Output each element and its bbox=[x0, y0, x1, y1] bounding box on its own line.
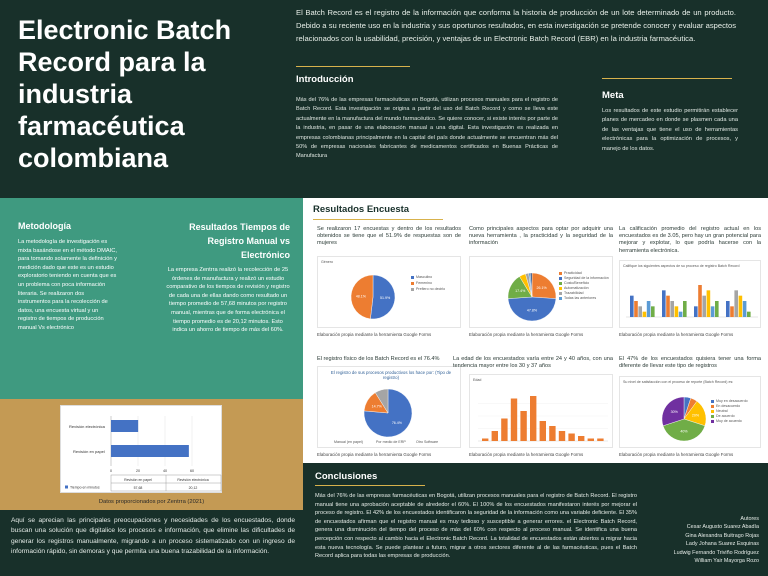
rating-bar bbox=[734, 290, 738, 317]
legend-swatch bbox=[559, 287, 562, 290]
chart-1-legend-0: Practicidad bbox=[564, 271, 582, 275]
pie-label: 76.4% bbox=[391, 420, 403, 425]
legend-swatch bbox=[711, 420, 714, 423]
survey-caption-1: Elaboración propia mediante la herramienta Google Forms bbox=[469, 332, 584, 337]
survey-chart-4 bbox=[469, 374, 613, 448]
rating-bar bbox=[702, 296, 706, 317]
legend-swatch bbox=[711, 410, 714, 413]
resultados-tiempos-heading: Resultados Tiempos de Registro Manual vs Electrónico bbox=[189, 222, 290, 260]
bar-tick-3: 60 bbox=[190, 469, 194, 473]
chart-3-legend-0: Manual (en papel) bbox=[334, 440, 363, 444]
bar-ratings bbox=[620, 261, 762, 329]
pie-label: 14.7% bbox=[371, 404, 382, 409]
rating-bar bbox=[683, 301, 687, 317]
time-bar-chart-svg bbox=[61, 406, 223, 494]
rating-bar bbox=[647, 301, 651, 317]
chart-5-legend-4: Muy de acuerdo bbox=[716, 419, 742, 423]
survey-results-panel bbox=[303, 198, 768, 463]
time-bar bbox=[111, 445, 189, 457]
table-legend-swatch bbox=[65, 486, 68, 489]
legend-swatch bbox=[711, 400, 714, 403]
table-value-1: 20,12 bbox=[188, 486, 198, 490]
pie-label: 51.9% bbox=[379, 295, 391, 300]
age-bar bbox=[578, 436, 584, 441]
rating-bar bbox=[711, 306, 715, 317]
chart-3-legend-2: Otro Software bbox=[416, 440, 439, 444]
encuesta-heading: Resultados Encuesta bbox=[313, 204, 410, 215]
survey-chart-0 bbox=[317, 256, 461, 328]
chart-3-legend-1: Por medio de ERP bbox=[376, 440, 406, 444]
pie-label: 40% bbox=[680, 429, 688, 434]
legend-swatch bbox=[559, 297, 562, 300]
rating-bar bbox=[694, 306, 698, 317]
age-bar bbox=[568, 434, 574, 442]
chart-5-legend-2: Neutral bbox=[716, 409, 728, 413]
chart-1-legend-1: Seguridad de la información bbox=[564, 276, 609, 280]
authors-heading: Autores bbox=[740, 516, 759, 522]
time-bar bbox=[111, 420, 138, 432]
survey-text-0: Se realizaron 17 encuestas y dentro de los resultados obtenidos se tiene que el 51.9% de respuestas son de mujeres bbox=[317, 226, 461, 247]
chart-0-title: Género bbox=[321, 260, 333, 264]
survey-text-1: Como principales aspectos para optar por adquirir una nueva herramienta , la practicidad y la seguridad de la información bbox=[469, 226, 613, 247]
chart-1-legend-2: Costo/Beneficio bbox=[564, 281, 590, 285]
chart-2-title: Califique los siguientes aspectos de su proceso de registro Batch Record bbox=[623, 264, 740, 268]
conclusiones-heading: Conclusiones bbox=[315, 471, 378, 482]
legend-swatch bbox=[559, 272, 562, 275]
survey-text-2: La calificación promedio del registro actual en los encuestados es de 3.05, pero hay un gran potencial para mejorar y explotar, lo que podría hacerse con la herramienta electrónica. bbox=[619, 226, 761, 254]
chart-5-legend-3: De acuerdo bbox=[716, 414, 735, 418]
legend-swatch bbox=[711, 415, 714, 418]
needs-text: Aquí se aprecian las principales preocupaciones y necesidades de los encuestados, donde buscan una solución que digitalice los procesos e información, que elimine las dificultades de generar los registros manualmente, migrando a un proceso sistematizado con un ingreso de información rápido, sin demoras y que permita una buena trazabilidad de la información. bbox=[11, 517, 295, 556]
author-name: William Yair Mayorga Rozo bbox=[694, 558, 759, 565]
bar-chart-caption: Datos proporcionados por Zentrra (2021) bbox=[98, 499, 205, 505]
age-bar bbox=[559, 431, 565, 441]
chart-1-legend-5: Todas las anteriores bbox=[564, 296, 597, 300]
rating-bar bbox=[698, 285, 702, 317]
header-band bbox=[0, 0, 768, 198]
survey-chart-5 bbox=[619, 376, 761, 448]
rating-bar bbox=[634, 301, 638, 317]
bar-tick-1: 20 bbox=[136, 469, 140, 473]
pie-label: 17.4% bbox=[515, 289, 526, 294]
survey-chart-1 bbox=[469, 256, 613, 328]
rating-bar bbox=[679, 312, 683, 317]
pie-label: 26.1% bbox=[536, 286, 547, 291]
pie-gender bbox=[318, 257, 462, 329]
chart-3-title: El registro de sus procesos productivos los hace por: (Tipo de registro) bbox=[330, 370, 452, 380]
table-header-0: Revisión en papel bbox=[124, 478, 152, 482]
legend-swatch bbox=[411, 282, 414, 285]
pie-register-type bbox=[318, 367, 462, 449]
rating-bar bbox=[730, 306, 734, 317]
survey-caption-5: Elaboración propia mediante la herramienta Google Forms bbox=[619, 452, 734, 457]
table-header-1: Revisión electrónica bbox=[177, 478, 209, 482]
poster-title: Electronic Batch Record para la industria farmacéutica colombiana bbox=[18, 15, 232, 173]
survey-caption-4: Elaboración propia mediante la herramienta Google Forms bbox=[469, 452, 584, 457]
legend-swatch bbox=[711, 405, 714, 408]
needs-panel bbox=[0, 510, 303, 576]
chart-4-title: Edad bbox=[473, 378, 482, 382]
rating-bar bbox=[675, 306, 679, 317]
meta-body: Los resultados de este estudio permitirán establecer planes de mercadeo en donde se plasmen cada una de las ventajas que tiene el uso de herramientas electrónicas para la optimización de procesos, y manejo de los datos. bbox=[602, 108, 738, 152]
time-bar-chart bbox=[60, 405, 222, 493]
age-bar bbox=[501, 419, 507, 442]
rating-bar bbox=[630, 296, 634, 317]
author-name: Ludwig Fernando Triviño Rodríguez bbox=[673, 549, 759, 556]
rating-bar bbox=[662, 290, 666, 317]
age-bar bbox=[540, 421, 546, 441]
survey-caption-3: Elaboración propia mediante la herramienta Google Forms bbox=[317, 452, 432, 457]
pie-label: 20% bbox=[691, 413, 700, 418]
author-name: Gina Alexandra Buitrago Rojas bbox=[685, 532, 759, 539]
bar-row-label-1: Revisión en papel bbox=[73, 449, 105, 454]
chart-1-legend-3: Automatización bbox=[564, 286, 589, 290]
rating-bar bbox=[666, 296, 670, 317]
age-bar bbox=[549, 426, 555, 441]
bar-ages bbox=[470, 375, 614, 449]
chart-5-title: Su nivel de satisfacción con el proceso de reporte (Batch Record) es: bbox=[623, 380, 734, 384]
chart-0-legend-1: Femenino bbox=[416, 281, 432, 285]
legend-swatch bbox=[411, 288, 414, 291]
age-bar bbox=[588, 439, 594, 442]
rating-bar bbox=[739, 296, 743, 317]
pie-aspects bbox=[470, 257, 614, 329]
age-bar bbox=[520, 411, 526, 441]
author-name: Lady Johana Suarez Esquinas bbox=[685, 541, 759, 548]
meta-rule bbox=[602, 78, 732, 79]
chart-5-legend-0: Muy en desacuerdo bbox=[716, 399, 748, 403]
survey-caption-0: Elaboración propia mediante la herramienta Google Forms bbox=[317, 332, 432, 337]
bar-tick-0: 0 bbox=[110, 469, 112, 473]
intro-rule bbox=[296, 66, 410, 67]
conclusiones-body: Más del 76% de las empresas farmacéuticas en Bogotá, utilizan procesos manuales para el registro de Batch Record. El registro manual tiene una aprobación aceptable de alrededor el 60%. El 100% de los encuestados manifestaron interés por mejorar el proceso de registro. El 42% de los encuestados identificaron la seguridad de la información como una variable deficiente. El 35% de encuestados afirman que el registro manual es muy tedioso y susceptible a generar errores. el Electronic Batch Record, genera una disminución del tiempo del proceso de más del 60% con respecto al proceso manual. Se identifica una buena percepción con respecto al cambio hacia el Electronic Batch Record. La totalidad de encuestados están abiertos a migrar hacia esta nueva tecnología. Se puede plantear a futuro, migrar a otros sectores diferente al de las farmacéuticas, pues el Batch Record aplica para todas las empresas de producción. bbox=[315, 493, 637, 560]
chart-1-legend-4: Trazabilidad bbox=[564, 291, 584, 295]
rating-bar bbox=[643, 312, 647, 317]
introduccion-body: Más del 76% de las empresas farmacéuticas en Bogotá, utilizan procesos manuales para el registro de Batch Record. Esta investigación se origina a partir del uso del Batch Record y como se lleva este actualmente en la manufactura del mundo farmacéutico. Se quiere conocer, si existe interés por parte de la industria, en pasar de una elaboración manual a una digital. Esta investigación es realizada en empresas colombianas principalmente en la capital del país donde actualmente se encuentran más del 50% de empresas nacionales fabricantes de medicamentos certificados en Buenas Prácticas de Manufactura bbox=[296, 97, 558, 160]
survey-text-5: El 47% de los encuestados quisiera tener una forma diferente de llevar este tipo de registros bbox=[619, 356, 761, 370]
age-bar bbox=[530, 396, 536, 441]
legend-swatch bbox=[559, 277, 562, 280]
chart-0-legend-2: Prefiero no decirlo bbox=[416, 287, 446, 291]
chart-0-legend-0: Masculino bbox=[416, 275, 433, 279]
legend-swatch bbox=[411, 276, 414, 279]
age-bar bbox=[482, 439, 488, 442]
intro-paragraph: El Batch Record es el registro de la información que conforma la historia de producción de un lote determinado de un producto. Debido a su reciente uso en la industria y sus oportunos resultados, en esta investigación se pretende conocer y evaluar aspectos relacionados con la usabilidad, precisión, y ventajas de un Electronic Batch Record (EBR) en la industria farmacéutica. bbox=[296, 8, 736, 43]
rating-bar bbox=[747, 312, 751, 317]
table-value-0: 57,68 bbox=[133, 486, 143, 490]
meta-heading: Meta bbox=[602, 90, 624, 101]
pie-label: 47.8% bbox=[526, 308, 538, 313]
legend-swatch bbox=[559, 292, 562, 295]
rating-bar bbox=[715, 301, 719, 317]
survey-caption-2: Elaboración propia mediante la herramienta Google Forms bbox=[619, 332, 734, 337]
metodologia-heading: Metodología bbox=[18, 221, 71, 231]
encuesta-rule bbox=[313, 219, 443, 220]
methodology-panel bbox=[0, 198, 303, 399]
rating-bar bbox=[707, 290, 711, 317]
chart-5-legend-1: En desacuerdo bbox=[716, 404, 741, 408]
age-bar bbox=[511, 399, 517, 442]
legend-swatch bbox=[559, 282, 562, 285]
survey-text-3: El registro físico de los Batch Record es el 76.4% bbox=[317, 356, 440, 362]
rating-bar bbox=[638, 306, 642, 317]
rating-bar bbox=[726, 301, 730, 317]
pie-label: 30% bbox=[670, 410, 678, 415]
pie-label: 48.1% bbox=[355, 294, 367, 299]
pie-satisfaction bbox=[620, 377, 762, 449]
survey-chart-3 bbox=[317, 366, 461, 448]
age-bar bbox=[597, 439, 603, 442]
rating-bar bbox=[670, 301, 674, 317]
conclusions-panel bbox=[303, 463, 768, 576]
survey-chart-2 bbox=[619, 260, 761, 328]
rating-bar bbox=[743, 301, 747, 317]
conclusiones-rule bbox=[315, 485, 425, 486]
metodologia-body: La metodología de investigación es mixta basándose en el método DMAIC, para tomando solamente la definición y medición dado que este es un estudio exploratorio teniendo en cuenta que es un problema con poca información literaria. Se realizaron dos instrumentos para la recolección de datos, una encuesta virtual y un registro de tiempos de producción manual Vs electrónico bbox=[18, 239, 117, 331]
table-row-label: Tiempo en minutos bbox=[70, 485, 100, 490]
bar-row-label-0: Revisión electrónica bbox=[69, 424, 105, 429]
authors-block bbox=[643, 515, 759, 565]
resultados-tiempos-body: La empresa Zentrra realizó la recolección de 25 órdenes de manufactura y realizó un estudio comparativo de los tiempos de revisión y registro de cada una de ellas dando como resultado un tiempo promedio de 57,68 minutos por registro manual, mientras que de forma electrónica el tiempo promedio es de 20,12 minutos. Esto indica un ahorro de tiempo de más del 60%. bbox=[166, 267, 290, 334]
rating-bar bbox=[651, 306, 655, 317]
age-bar bbox=[492, 431, 498, 441]
survey-text-4: La edad de los encuestados varía entre 24 y 40 años, con una tendencia mayor entre los 30 y 37 años bbox=[453, 356, 613, 370]
introduccion-heading: Introducción bbox=[296, 74, 354, 85]
author-name: Cesar Augusto Suarez Abadía bbox=[686, 524, 759, 531]
bar-tick-2: 40 bbox=[163, 469, 167, 473]
